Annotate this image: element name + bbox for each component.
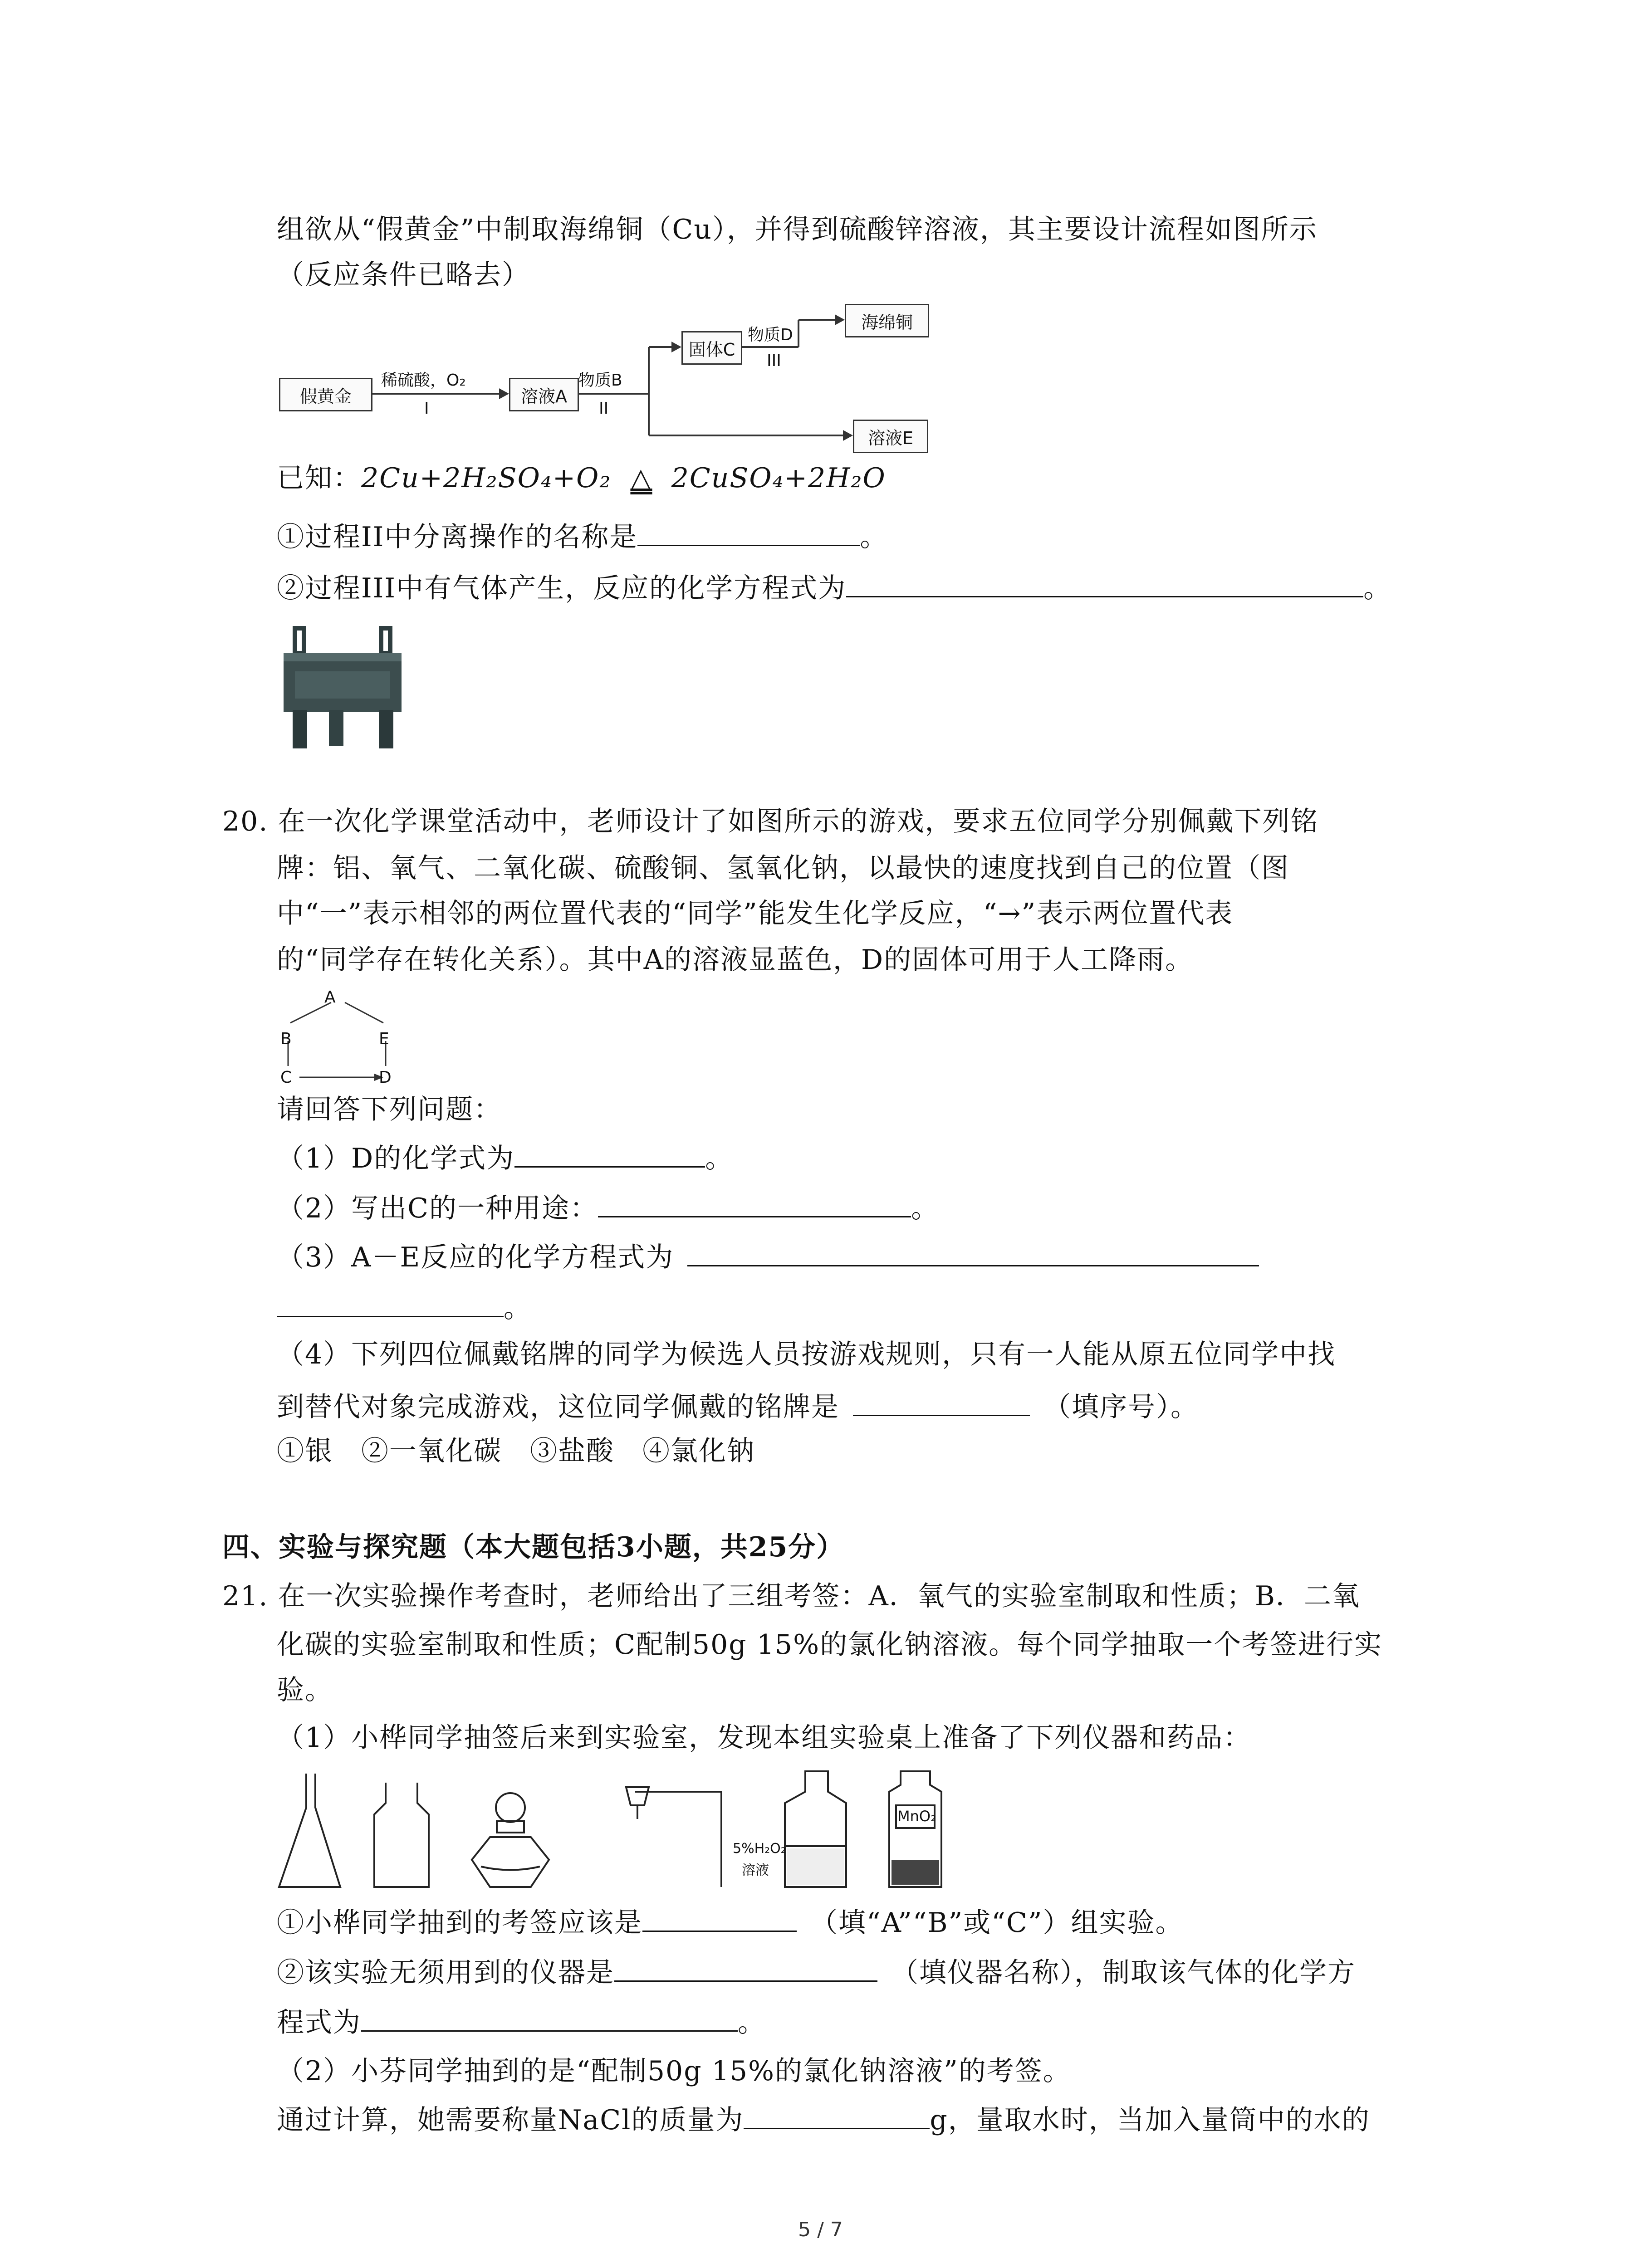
delivery-tube-icon bbox=[635, 1792, 721, 1887]
q20-p1-end: 。 bbox=[705, 1143, 734, 1174]
known-eq-right: 2CuSO₄+2H₂O bbox=[671, 462, 886, 494]
q19-sub1-answer-blank[interactable] bbox=[637, 519, 860, 546]
flow-node-start: 假黄金 bbox=[279, 378, 372, 411]
q19-sub2-end: 。 bbox=[1363, 572, 1392, 604]
q21-s1-answer-blank[interactable] bbox=[642, 1905, 797, 1932]
q19-sub2-text: ②过程III中有气体产生，反应的化学方程式为 bbox=[277, 572, 847, 604]
known-eq-left: 2Cu+2H₂SO₄+O₂ bbox=[361, 462, 612, 494]
q21-line3: 验。 bbox=[277, 1674, 333, 1706]
page-number: 5 / 7 bbox=[798, 2218, 843, 2241]
q20-p2-text: （2）写出C的一种用途： bbox=[277, 1193, 598, 1224]
h2o2-label-line1: 5%H₂O₂ bbox=[733, 1841, 786, 1857]
q20-p1-answer-blank[interactable] bbox=[514, 1141, 705, 1168]
q21-s2-end: 。 bbox=[738, 2007, 766, 2038]
gas-jar-icon bbox=[374, 1783, 429, 1887]
q20-prompt: 请回答下列问题： bbox=[277, 1094, 502, 1125]
q20-p3-cont bbox=[277, 1290, 532, 1325]
q20-line3: 中“一”表示相邻的两位置代表的“同学”能发生化学反应，“→”表示两位置代表 bbox=[277, 898, 1234, 929]
q20-p4-line2 bbox=[277, 1389, 1199, 1423]
flow-step1-num: I bbox=[424, 399, 429, 418]
q21-s1-text: ①小桦同学抽到的考签应该是 bbox=[277, 1907, 642, 1939]
flow-node-solution-e: 溶液E bbox=[853, 420, 928, 453]
q21-s2-answer-blank[interactable] bbox=[614, 1955, 877, 1982]
q21-s2-cont-text: 程式为 bbox=[277, 2007, 361, 2038]
h2o2-label-line2: 溶液 bbox=[742, 1862, 769, 1878]
q21-s1 bbox=[277, 1905, 1184, 1939]
q20-p4-answer-blank[interactable] bbox=[853, 1389, 1030, 1416]
q20-p2-end: 。 bbox=[911, 1193, 940, 1224]
q21-line1: 21. 在一次实验操作考查时，老师给出了三组考签：A．氧气的实验室制取和性质；B．二氧 bbox=[222, 1580, 1360, 1612]
q20-node-e: E bbox=[379, 1030, 389, 1048]
q20-p3-answer-blank-2[interactable] bbox=[277, 1290, 504, 1317]
flow-step3-reagent: 物质D bbox=[748, 326, 793, 344]
section4-title: 四、实验与探究题（本大题包括3小题，共25分） bbox=[222, 1531, 845, 1563]
q20-p4-options: ①银 ②一氧化碳 ③盐酸 ④氯化钠 bbox=[277, 1435, 755, 1467]
q19-sub1 bbox=[277, 519, 888, 553]
q20-p1-text: （1）D的化学式为 bbox=[277, 1143, 515, 1174]
q19-known-equation bbox=[277, 462, 886, 494]
q20-p3-end: 。 bbox=[504, 1292, 532, 1324]
q20-line4: 的“同学存在转化关系）。其中A的溶液显蓝色，D的固体可用于人工降雨。 bbox=[277, 944, 1194, 976]
q20-p3 bbox=[277, 1240, 1259, 1274]
q21-p2-text-end: g，量取水时，当加入量筒中的水的 bbox=[930, 2104, 1370, 2136]
flow-node-sponge-copper: 海绵铜 bbox=[845, 304, 929, 337]
heating-condition: △ bbox=[630, 462, 652, 494]
apparatus-drawings bbox=[272, 1765, 944, 1896]
q20-node-b: B bbox=[280, 1030, 292, 1048]
q19-sub2 bbox=[277, 571, 1391, 605]
q21-s2 bbox=[277, 1955, 1356, 1989]
q19-sub1-text: ①过程II中分离操作的名称是 bbox=[277, 521, 638, 553]
flow-step3-num: III bbox=[767, 352, 781, 370]
q21-p2-text: 通过计算，她需要称量NaCl的质量为 bbox=[277, 2104, 744, 2136]
q20-p3-text: （3）A－E反应的化学方程式为 bbox=[277, 1242, 674, 1273]
flow-step2-num: II bbox=[599, 399, 609, 418]
alcohol-lamp-icon bbox=[496, 1793, 525, 1822]
q20-line2: 牌：铝、氧气、二氧化碳、硫酸铜、氢氧化钠，以最快的速度找到自己的位置（图 bbox=[277, 852, 1289, 884]
q21-s2-hint: （填仪器名称），制取该气体的化学方 bbox=[891, 1957, 1356, 1989]
q21-p2: （2）小芬同学抽到的是“配制50g 15%的氯化钠溶液”的考签。 bbox=[277, 2055, 1071, 2087]
q19-intro-line2: （反应条件已略去） bbox=[277, 259, 530, 291]
q19-intro-line1: 组欲从“假黄金”中制取海绵铜（Cu），并得到硫酸锌溶液，其主要设计流程如图所示 bbox=[277, 214, 1318, 245]
flow-step2-reagent: 物质B bbox=[578, 371, 622, 390]
flow-node-solution-a: 溶液A bbox=[509, 378, 579, 411]
flow-arrows bbox=[0, 0, 1641, 499]
mno2-label: MnO₂ bbox=[897, 1808, 936, 1825]
q20-p2-answer-blank[interactable] bbox=[598, 1191, 911, 1217]
q21-s2-text: ②该实验无须用到的仪器是 bbox=[277, 1957, 614, 1989]
q19-sub1-end: 。 bbox=[860, 521, 888, 553]
known-label: 已知： bbox=[277, 462, 361, 494]
flow-node-solid-c: 固体C bbox=[681, 331, 742, 365]
q19-sub2-answer-blank[interactable] bbox=[846, 571, 1363, 597]
flow-step1-reagent: 稀硫酸，O₂ bbox=[381, 371, 466, 390]
q20-p2 bbox=[277, 1191, 939, 1225]
conical-flask-icon bbox=[279, 1774, 340, 1887]
q20-p4-text: 到替代对象完成游戏，这位同学佩戴的铭牌是 bbox=[277, 1391, 839, 1423]
q20-node-d: D bbox=[379, 1068, 392, 1087]
q20-p4-line1: （4）下列四位佩戴铭牌的同学为候选人员按游戏规则，只有一人能从原五位同学中找 bbox=[277, 1339, 1336, 1370]
q20-line1: 20. 在一次化学课堂活动中，老师设计了如图所示的游戏，要求五位同学分别佩戴下列铭 bbox=[222, 806, 1319, 837]
bronze-ding-image bbox=[277, 621, 408, 753]
q21-line2: 化碳的实验室制取和性质；C配制50g 15%的氯化钠溶液。每个同学抽取一个考签进行实 bbox=[277, 1629, 1383, 1661]
q20-p1 bbox=[277, 1141, 733, 1175]
q20-node-c: C bbox=[280, 1068, 292, 1087]
q21-p1: （1）小桦同学抽签后来到实验室，发现本组实验桌上准备了下列仪器和药品： bbox=[277, 1722, 1252, 1754]
q20-p3-answer-blank[interactable] bbox=[687, 1240, 1259, 1266]
q21-p2-line2 bbox=[277, 2102, 1370, 2136]
q21-s2-cont bbox=[277, 2005, 766, 2039]
q21-s1-hint: （填“A”“B”或“C”）组实验。 bbox=[810, 1907, 1184, 1939]
q20-node-a: A bbox=[324, 988, 336, 1007]
q21-s2-equation-blank[interactable] bbox=[361, 2005, 738, 2032]
q20-p4-hint: （填序号）。 bbox=[1043, 1391, 1199, 1423]
q21-p2-answer-blank[interactable] bbox=[744, 2102, 930, 2129]
